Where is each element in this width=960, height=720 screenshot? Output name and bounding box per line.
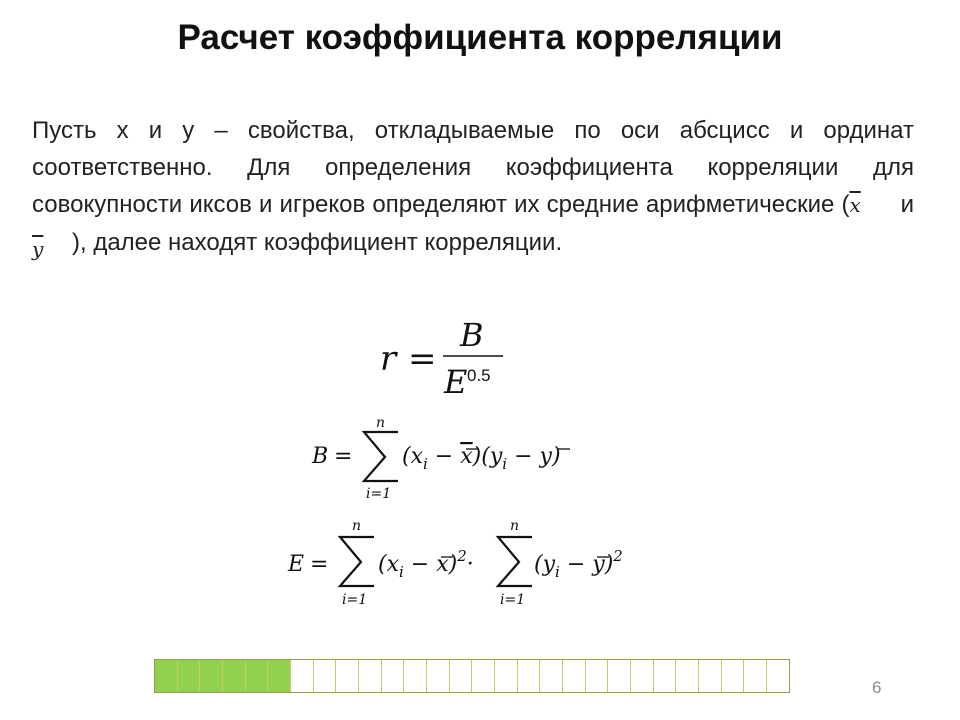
r-numerator: B bbox=[460, 316, 484, 354]
e-term-2: $(y_i - y)^2$ bbox=[534, 547, 623, 581]
progress-cell bbox=[699, 660, 722, 692]
slide-title: Расчет коэффициента корреляции bbox=[177, 18, 783, 57]
progress-cell bbox=[404, 660, 427, 692]
formula-r bbox=[380, 316, 503, 401]
progress-cell bbox=[631, 660, 654, 692]
progress-cell bbox=[676, 660, 699, 692]
b-sum-upper: n bbox=[376, 415, 386, 431]
r-exponent: 0.5 bbox=[467, 366, 491, 385]
progress-cell bbox=[291, 660, 314, 692]
formula-e bbox=[287, 518, 623, 608]
r-equals: = bbox=[408, 339, 437, 379]
progress-cell bbox=[200, 660, 223, 692]
progress-cell bbox=[722, 660, 745, 692]
progress-cell bbox=[223, 660, 246, 692]
progress-cell bbox=[472, 660, 495, 692]
e-sum2-lower: i=1 bbox=[500, 592, 526, 608]
r-symbol: r bbox=[380, 339, 397, 379]
e-sum2-upper: n bbox=[510, 518, 520, 534]
sigma-icon bbox=[340, 537, 374, 586]
progress-cell bbox=[359, 660, 382, 692]
progress-cell bbox=[608, 660, 631, 692]
paragraph-text-3: ), далее находят коэффициент корреляции. bbox=[72, 229, 563, 256]
progress-cell bbox=[495, 660, 518, 692]
progress-cell bbox=[767, 660, 789, 692]
paragraph-text-1: Пусть x и y – свойства, откладываемые по оси абсцисс и ординат соответственно. Для определения коэффициента корреляции для совокупности иксов и игреков определяют их средние арифметические ( bbox=[32, 117, 914, 218]
b-equals: = bbox=[334, 444, 353, 469]
x-mean-symbol: $\overline{x}$ bbox=[849, 193, 861, 217]
e-equals: = bbox=[310, 552, 329, 577]
progress-cell bbox=[518, 660, 541, 692]
b-term-a: $(x_i - x)(y_i - y)$ bbox=[402, 444, 561, 473]
r-denominator: E bbox=[444, 363, 468, 401]
y-mean-symbol: $\overline{y}$ bbox=[32, 237, 44, 261]
sigma-icon bbox=[498, 537, 532, 586]
progress-cell bbox=[744, 660, 767, 692]
progress-cell bbox=[178, 660, 201, 692]
progress-cell bbox=[314, 660, 337, 692]
progress-cell bbox=[336, 660, 359, 692]
e-term-1: $(x_i - x)^2\cdot$ bbox=[378, 547, 474, 581]
paragraph-text-2: и bbox=[893, 191, 914, 218]
e-symbol: E bbox=[288, 552, 305, 577]
progress-cell bbox=[450, 660, 473, 692]
progress-cell bbox=[563, 660, 586, 692]
progress-cell bbox=[586, 660, 609, 692]
sigma-icon bbox=[364, 432, 398, 481]
e-sum1-lower: i=1 bbox=[342, 592, 368, 608]
progress-cell bbox=[268, 660, 291, 692]
progress-cell bbox=[427, 660, 450, 692]
b-symbol: B bbox=[312, 444, 329, 469]
progress-cell bbox=[540, 660, 563, 692]
b-sum-lower: i=1 bbox=[366, 486, 392, 502]
page-number: 6 bbox=[872, 678, 882, 697]
progress-cell bbox=[246, 660, 269, 692]
slide-progress-bar bbox=[154, 659, 790, 693]
formula-b bbox=[311, 415, 570, 502]
e-sum1-upper: n bbox=[352, 518, 362, 534]
progress-cell bbox=[155, 660, 178, 692]
progress-cell bbox=[654, 660, 677, 692]
progress-cell bbox=[382, 660, 405, 692]
